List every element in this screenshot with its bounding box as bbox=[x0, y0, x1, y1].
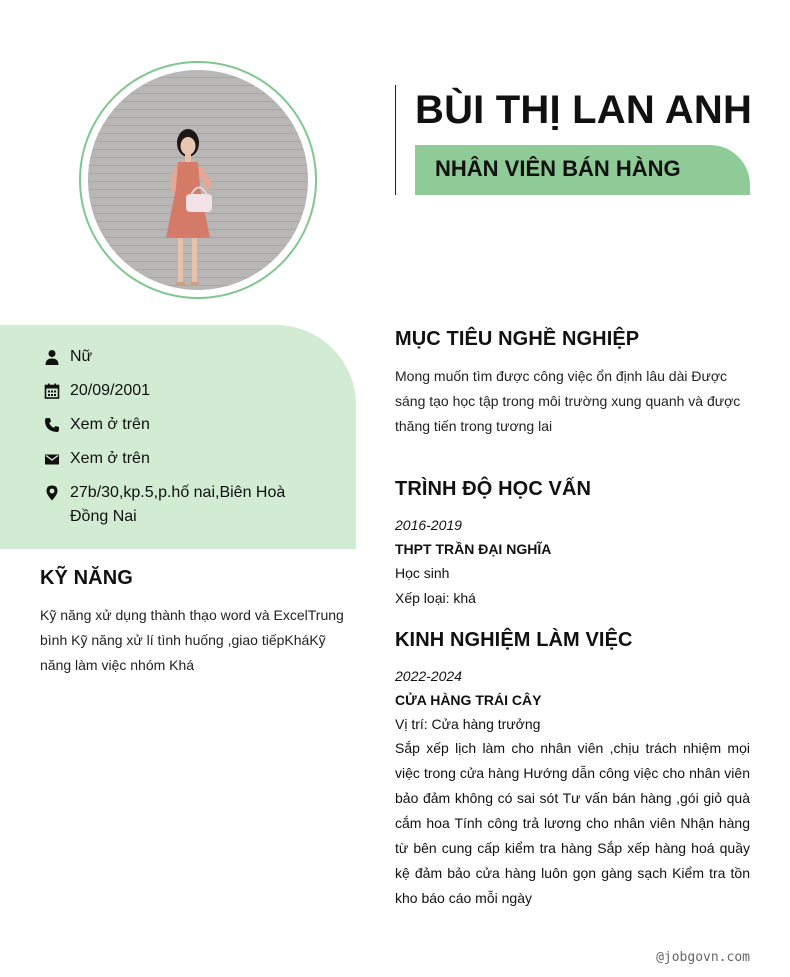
objective-heading: MỤC TIÊU NGHỀ NGHIỆP bbox=[395, 328, 640, 350]
experience-period: 2022-2024 bbox=[395, 668, 462, 684]
experience-company: CỬA HÀNG TRÁI CÂY bbox=[395, 692, 542, 708]
address-value: 27b/30,kp.5,p.hố nai,Biên Hoà Đồng Nai bbox=[70, 484, 286, 525]
skills-heading: KỸ NĂNG bbox=[40, 567, 133, 589]
watermark: @jobgovn.com bbox=[656, 950, 750, 965]
avatar bbox=[88, 70, 308, 290]
contact-phone bbox=[44, 415, 320, 437]
experience-heading: KINH NGHIỆM LÀM VIỆC bbox=[395, 629, 633, 651]
candidate-name: BÙI THỊ LAN ANH bbox=[415, 88, 753, 132]
phone-icon bbox=[44, 417, 60, 433]
job-title-badge bbox=[415, 145, 750, 195]
experience-position: Vị trí: Cửa hàng trưởng bbox=[395, 716, 541, 732]
objective-text: Mong muốn tìm được công việc ổn định lâu dài Được sáng tạo học tập trong môi trường xung quanh và được thăng tiến trong tương lai bbox=[395, 368, 741, 434]
phone-value: Xem ở trên bbox=[70, 416, 150, 433]
job-title: NHÂN VIÊN BÁN HÀNG bbox=[435, 156, 681, 181]
education-grade: Xếp loại: khá bbox=[395, 590, 476, 606]
education-role: Học sinh bbox=[395, 565, 450, 581]
contact-address bbox=[44, 483, 320, 529]
contact-gender bbox=[44, 347, 320, 369]
gender-value: Nữ bbox=[70, 348, 93, 365]
email-value: Xem ở trên bbox=[70, 450, 150, 467]
skills-text: Kỹ năng xử dụng thành thạo word và ExcelTrung bình Kỹ năng xử lí tình huống ,giao tiếpKháKỹ năng làm việc nhóm Khá bbox=[40, 607, 344, 673]
birthday-value: 20/09/2001 bbox=[70, 382, 151, 399]
person-icon bbox=[44, 349, 60, 365]
contact-email bbox=[44, 449, 320, 471]
education-period: 2016-2019 bbox=[395, 517, 462, 533]
header-divider bbox=[395, 85, 396, 195]
education-heading: TRÌNH ĐỘ HỌC VẤN bbox=[395, 478, 592, 500]
experience-description: Sắp xếp lịch làm cho nhân viên ,chịu trách nhiệm mọi việc trong cửa hàng Hướng dẫn công việc cho nhân viên bảo đảm không có sai sót Tư vấn bán hàng ,gói giỏ quà cắm hoa Tính công trả lương cho nhân viên Nhận hàng từ bên cung cấp kiểm tra hàng Sắp xếp hàng hoá quầy kệ đảm bảo cửa hàng luôn gọn gàng sạch Kiểm tra tồn kho báo cáo mỗi ngày bbox=[395, 740, 750, 906]
education-school: THPT TRẦN ĐẠI NGHĨA bbox=[395, 541, 552, 557]
avatar-ring bbox=[79, 61, 317, 299]
location-pin-icon bbox=[44, 485, 60, 501]
profile-photo bbox=[88, 70, 308, 290]
calendar-icon bbox=[44, 383, 60, 399]
envelope-icon bbox=[44, 451, 60, 467]
contact-birthday bbox=[44, 381, 320, 403]
